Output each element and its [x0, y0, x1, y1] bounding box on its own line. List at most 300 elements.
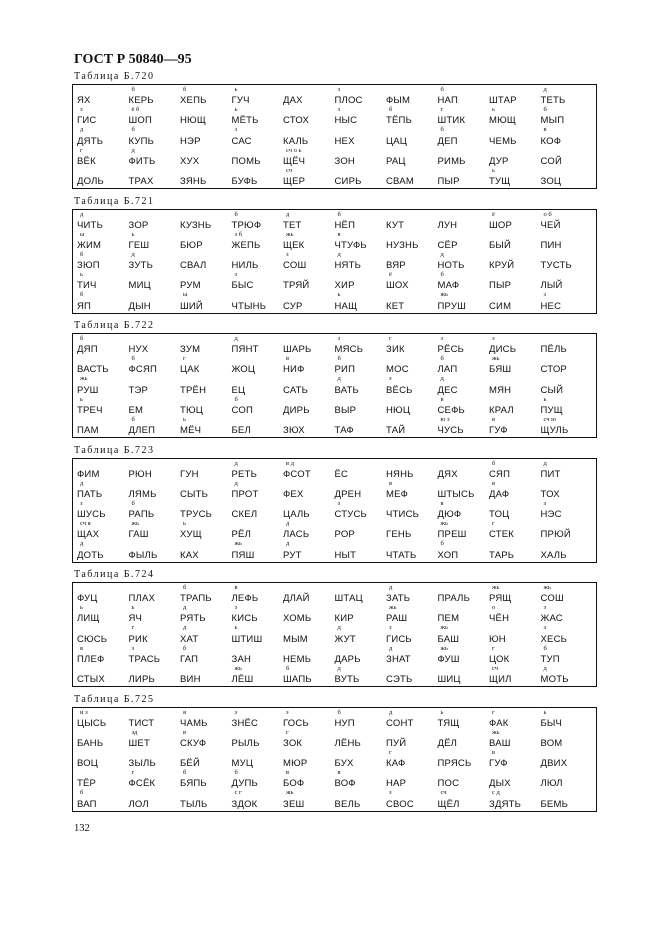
cell-word: ДЛЕП	[128, 425, 156, 436]
cell-word: ВОМ	[540, 737, 563, 749]
cell-word: МЯСЬ	[334, 344, 364, 356]
cell-word: ФАК	[489, 717, 509, 729]
table-block	[72, 693, 597, 818]
table-cell	[283, 292, 335, 312]
cell-word: СВАЛ	[180, 260, 207, 272]
cell-word: ЩИЛ	[489, 674, 512, 685]
table-cell	[386, 87, 438, 107]
cell-word: ЧЕМЬ	[489, 135, 517, 147]
cell-mark: б	[80, 335, 84, 342]
table-cell	[232, 541, 284, 561]
cell-word: КОФ	[540, 135, 562, 147]
cell-mark: сч ю	[543, 415, 557, 423]
cell-word: НЫС	[334, 115, 358, 127]
cell-mark: д	[286, 540, 290, 548]
table-cell	[438, 148, 490, 168]
cell-word: ДЫХ	[489, 778, 511, 790]
cell-word: ХЕСЬ	[540, 633, 568, 645]
table-cell	[335, 481, 387, 501]
table-cell	[180, 790, 232, 810]
table-cell	[129, 87, 181, 107]
cell-mark: б	[80, 250, 84, 258]
cell-word: ЖОЦ	[231, 364, 256, 376]
table-cell	[386, 790, 438, 810]
table-cell	[541, 212, 593, 232]
table-cell	[77, 710, 129, 730]
table-grid	[72, 84, 597, 189]
table-cell	[77, 730, 129, 750]
table-cell	[180, 212, 232, 232]
table-cell	[335, 417, 387, 437]
cell-word: МОС	[386, 364, 409, 376]
table-cell	[129, 292, 181, 312]
cell-word: ТРЮФ	[231, 219, 262, 231]
table-cell	[77, 750, 129, 770]
cell-mark: в	[234, 584, 238, 591]
table-cell	[335, 212, 387, 232]
cell-word: НЕС	[540, 300, 562, 312]
table-cell	[489, 376, 541, 396]
table-cell	[283, 730, 335, 750]
cell-mark: з	[286, 250, 289, 258]
table-caption: Таблица Б.725	[74, 693, 155, 705]
table-cell	[129, 521, 181, 541]
table-cell	[541, 730, 593, 750]
table-cell	[386, 127, 438, 147]
cell-word: НЕХ	[334, 135, 355, 147]
table-cell	[283, 252, 335, 272]
cell-mark: ь	[183, 520, 186, 528]
cell-word: МЁТЬ	[231, 115, 259, 127]
table-cell	[129, 127, 181, 147]
page-number: 132	[74, 823, 90, 834]
cell-mark: з	[337, 335, 341, 342]
table-cell	[335, 770, 387, 790]
table-cell	[232, 790, 284, 810]
table-cell	[489, 750, 541, 770]
cell-mark: в	[183, 728, 187, 736]
cell-mark: в д	[286, 459, 295, 467]
table-cell	[489, 292, 541, 312]
cell-word: РЁЛ	[231, 529, 252, 541]
table-cell	[129, 501, 181, 521]
cell-word: ВАТЬ	[334, 384, 359, 396]
cell-mark: ь	[492, 106, 495, 114]
table-cell	[438, 252, 490, 272]
table-cell	[438, 107, 490, 127]
table-cell	[77, 646, 129, 666]
cell-mark: сч	[492, 664, 499, 672]
cell-mark: з	[131, 644, 135, 652]
cell-word: ДУПЬ	[231, 778, 258, 790]
cell-mark: з	[543, 291, 547, 299]
table-cell	[232, 646, 284, 666]
table-cell	[129, 107, 181, 127]
table-cell	[180, 750, 232, 770]
cell-word: ЩЕК	[283, 239, 305, 251]
cell-word: ПЛЕФ	[77, 653, 105, 665]
cell-word: ДОТЬ	[77, 549, 104, 561]
cell-mark: б	[389, 106, 393, 114]
cell-mark: о	[492, 604, 496, 612]
cell-mark: б	[131, 126, 135, 134]
cell-word: ЗНАТ	[386, 653, 411, 665]
table-cell	[489, 730, 541, 750]
cell-word: ДЕП	[437, 135, 458, 147]
table-cell	[232, 127, 284, 147]
cell-word: ЛАСЬ	[283, 529, 310, 541]
table-cell	[438, 625, 490, 645]
cell-word: ВЁК	[77, 155, 96, 167]
cell-mark: з	[337, 499, 341, 507]
cell-word: ПРЯСЬ	[437, 758, 472, 770]
cell-mark: г	[492, 644, 495, 652]
cell-mark: з	[543, 499, 547, 507]
cell-word: ДЕС	[437, 384, 458, 396]
cell-word: ТИЧ	[77, 280, 97, 292]
cell-word: МАФ	[437, 280, 460, 292]
table-cell	[335, 168, 387, 188]
cell-word: НОТЬ	[437, 260, 465, 272]
cell-mark: жь	[440, 291, 448, 299]
cell-word: ПРЕШ	[437, 529, 467, 541]
table-cell	[283, 501, 335, 521]
cell-word: ПЯНТ	[231, 344, 259, 356]
cell-word: НИЛЬ	[231, 260, 259, 272]
cell-mark: с г	[234, 789, 242, 797]
table-cell	[541, 605, 593, 625]
cell-word: ПИН	[540, 239, 562, 251]
cell-word: ЦОК	[489, 653, 510, 665]
cell-word: СЮСЬ	[77, 633, 108, 645]
table-cell	[335, 148, 387, 168]
cell-mark: ь	[543, 708, 547, 716]
table-cell	[129, 356, 181, 376]
table-cell	[438, 666, 490, 686]
table-cell	[489, 666, 541, 686]
cell-mark: ё	[389, 271, 392, 279]
cell-mark: в	[440, 499, 444, 507]
table-cell	[438, 397, 490, 417]
cell-word: РАШ	[386, 613, 408, 625]
table-cell	[77, 336, 129, 356]
table-cell	[129, 770, 181, 790]
cell-mark: б	[183, 584, 187, 591]
cell-word: ТЮЦ	[180, 404, 204, 416]
cell-mark: б	[337, 210, 341, 218]
cell-word: ШАРЬ	[283, 344, 312, 356]
cell-word: РЁСЬ	[437, 344, 465, 356]
cell-mark: б	[131, 86, 135, 93]
cell-word: ВОФ	[334, 778, 356, 790]
table-cell	[438, 168, 490, 188]
cell-word: НЮЦ	[386, 404, 411, 416]
cell-word: НАЩ	[334, 300, 358, 312]
table-block	[72, 195, 597, 320]
table-cell	[438, 212, 490, 232]
table-cell	[489, 790, 541, 810]
table-cell	[129, 710, 181, 730]
table-cell	[77, 461, 129, 481]
cell-word: РЮН	[128, 468, 152, 480]
table-cell	[489, 107, 541, 127]
table-cell	[232, 107, 284, 127]
cell-mark: г	[131, 624, 135, 632]
cell-word: СТУСЬ	[334, 509, 367, 521]
cell-mark: я	[183, 708, 186, 716]
table-cell	[386, 646, 438, 666]
table-cell	[129, 730, 181, 750]
cell-mark: ь	[131, 604, 135, 612]
table-grid	[72, 458, 597, 563]
table-cell	[283, 585, 335, 605]
table-cell	[335, 750, 387, 770]
cell-word: ДОЛЬ	[77, 176, 104, 187]
cell-mark: ь	[337, 291, 341, 299]
cell-word: НЭС	[540, 509, 562, 521]
cell-word: МУЦ	[231, 758, 254, 770]
cell-mark: б	[440, 86, 444, 93]
cell-word: КУТ	[386, 219, 405, 231]
table-cell	[77, 292, 129, 312]
table-cell	[335, 790, 387, 810]
table-cell	[438, 521, 490, 541]
table-cell	[489, 356, 541, 376]
table-cell	[335, 521, 387, 541]
cell-word: НЮЩ	[180, 115, 206, 127]
cell-word: БУФЬ	[231, 176, 258, 187]
cell-mark: ь	[80, 395, 83, 403]
table-caption: Таблица Б.720	[74, 71, 155, 82]
cell-word: РУШ	[77, 384, 99, 396]
table-cell	[283, 666, 335, 686]
cell-word: ШИЙ	[180, 300, 203, 312]
cell-word: РЫЛЬ	[231, 737, 260, 749]
table-cell	[541, 232, 593, 252]
cell-word: ШТАР	[489, 95, 517, 107]
cell-word: ГУФ	[489, 758, 508, 770]
cell-word: БЕЛ	[231, 425, 251, 436]
table-cell	[283, 232, 335, 252]
cell-word: КИСЬ	[231, 613, 258, 625]
cell-mark: эд	[131, 728, 138, 736]
cell-word: БЕМЬ	[540, 798, 569, 810]
table-cell	[129, 376, 181, 396]
cell-word: ТРУСЬ	[180, 509, 213, 521]
table-cell	[232, 750, 284, 770]
table-cell	[386, 252, 438, 272]
cell-mark: сч я	[80, 520, 91, 528]
cell-word: ЧТЫНЬ	[231, 300, 267, 312]
cell-word: ВАСТЬ	[77, 364, 109, 376]
table-cell	[438, 461, 490, 481]
cell-word: ПЛАХ	[128, 593, 156, 605]
cell-mark: г	[492, 708, 495, 716]
cell-word: ТЫЛЬ	[180, 798, 208, 810]
cell-mark: жь	[492, 584, 500, 591]
cell-word: СЫТЬ	[180, 488, 209, 500]
cell-word: ДАХ	[283, 95, 303, 107]
table-cell	[489, 646, 541, 666]
table-cell	[438, 585, 490, 605]
cell-mark: г	[286, 728, 289, 736]
cell-word: СЫЙ	[540, 384, 564, 396]
cell-word: ХУХ	[180, 155, 200, 167]
cell-word: ЧИТЬ	[77, 219, 103, 231]
cell-word: КЕТ	[386, 300, 405, 312]
cell-word: ПЯШ	[231, 549, 255, 561]
table-cell	[438, 646, 490, 666]
table-cell	[438, 272, 490, 292]
cell-word: ЗОЦ	[540, 176, 562, 187]
cell-word: НУП	[334, 717, 355, 729]
cell-word: ХАТ	[180, 633, 199, 645]
cell-word: ШТАЦ	[334, 593, 363, 605]
table-cell	[180, 356, 232, 376]
cell-mark: ь	[492, 166, 495, 174]
cell-word: ДВИХ	[540, 758, 568, 770]
cell-word: ЗЮП	[77, 260, 100, 272]
table-cell	[489, 585, 541, 605]
cell-word: ФЕХ	[283, 488, 304, 500]
table-cell	[386, 521, 438, 541]
cell-mark: б	[440, 355, 444, 363]
table-cell	[438, 87, 490, 107]
cell-word: ТУП	[540, 653, 560, 665]
cell-mark: в	[492, 748, 496, 756]
table-cell	[335, 501, 387, 521]
cell-word: ЗЯНЬ	[180, 176, 207, 187]
table-cell	[232, 730, 284, 750]
table-cell	[386, 292, 438, 312]
cell-word: ВУТЬ	[334, 674, 360, 685]
cell-word: ШТИК	[437, 115, 466, 127]
table-grid	[72, 209, 597, 314]
table-cell	[129, 605, 181, 625]
table-cell	[386, 730, 438, 750]
cell-word: ЗЫЛЬ	[128, 758, 156, 770]
cell-word: ДЫН	[128, 300, 151, 312]
cell-word: ТРЁН	[180, 384, 207, 396]
cell-word: БЫЧ	[540, 717, 563, 729]
cell-word: РЯЩ	[489, 593, 512, 605]
cell-word: ФИМ	[77, 468, 100, 480]
table-cell	[180, 148, 232, 168]
table-cell	[232, 770, 284, 790]
table-cell	[77, 107, 129, 127]
table-cell	[489, 272, 541, 292]
table-cell	[489, 397, 541, 417]
table-cell	[232, 461, 284, 481]
cell-mark: сч	[440, 789, 447, 797]
table-cell	[541, 770, 593, 790]
cell-word: ШТИШ	[231, 633, 263, 645]
table-cell	[180, 336, 232, 356]
table-cell	[386, 417, 438, 437]
cell-mark: б	[131, 355, 135, 363]
table-cell	[386, 397, 438, 417]
cell-word: ПАТЬ	[77, 488, 103, 500]
table-cell	[386, 770, 438, 790]
cell-word: ЗОК	[283, 737, 303, 749]
cell-word: ПОС	[437, 778, 460, 790]
cell-word: ЕМ	[128, 404, 144, 416]
cell-word: БЫЙ	[489, 239, 512, 251]
cell-word: ГАП	[180, 653, 199, 665]
cell-word: ФСЁК	[128, 778, 156, 790]
cell-mark: б	[234, 395, 238, 403]
cell-word: САС	[231, 135, 252, 147]
table-cell	[283, 625, 335, 645]
cell-mark: г	[183, 355, 186, 363]
cell-mark: з	[234, 271, 238, 279]
cell-word: РОР	[334, 529, 355, 541]
cell-word: КИР	[334, 613, 354, 625]
table-cell	[335, 666, 387, 686]
table-cell	[335, 252, 387, 272]
table-cell	[180, 481, 232, 501]
table-grid	[72, 707, 597, 812]
cell-mark: з	[80, 499, 83, 507]
table-cell	[489, 481, 541, 501]
table-cell	[335, 461, 387, 481]
table-cell	[77, 212, 129, 232]
table-cell	[541, 666, 593, 686]
table-cell	[283, 417, 335, 437]
table-cell	[386, 356, 438, 376]
table-cell	[489, 501, 541, 521]
table-cell	[180, 127, 232, 147]
table-cell	[129, 646, 181, 666]
table-cell	[438, 336, 490, 356]
cell-word: ХОП	[437, 549, 459, 561]
table-cell	[438, 356, 490, 376]
table-cell	[232, 336, 284, 356]
document-title: ГОСТ Р 50840—95	[74, 52, 192, 67]
cell-word: ВЯР	[386, 260, 406, 272]
table-cell	[386, 750, 438, 770]
cell-word: ТЕТ	[283, 219, 302, 231]
cell-mark: б	[234, 210, 238, 218]
cell-mark: д	[543, 664, 547, 672]
table-cell	[180, 272, 232, 292]
cell-word: ТРЕЧ	[77, 404, 103, 416]
cell-word: ФСЯП	[128, 364, 158, 376]
table-cell	[438, 750, 490, 770]
table-cell	[180, 252, 232, 272]
cell-mark: д	[543, 86, 547, 93]
table-cell	[489, 168, 541, 188]
cell-mark: жь	[492, 355, 500, 363]
table-cell	[77, 521, 129, 541]
table-cell	[438, 710, 490, 730]
table-cell	[77, 127, 129, 147]
cell-word: ТАЙ	[386, 425, 406, 436]
cell-word: ТОЦ	[489, 509, 510, 521]
cell-word: ДЯТЬ	[77, 135, 104, 147]
table-cell	[489, 461, 541, 481]
table-cell	[77, 252, 129, 272]
cell-word: ГУФ	[489, 425, 508, 436]
cell-word: ТРАСЬ	[128, 653, 161, 665]
cell-mark: в	[440, 395, 444, 403]
cell-word: ЗОР	[128, 219, 149, 231]
table-cell	[77, 481, 129, 501]
cell-word: ЗИК	[386, 344, 405, 356]
cell-mark: г	[131, 769, 135, 777]
cell-word: ШОР	[489, 219, 513, 231]
cell-mark: б	[440, 271, 444, 279]
